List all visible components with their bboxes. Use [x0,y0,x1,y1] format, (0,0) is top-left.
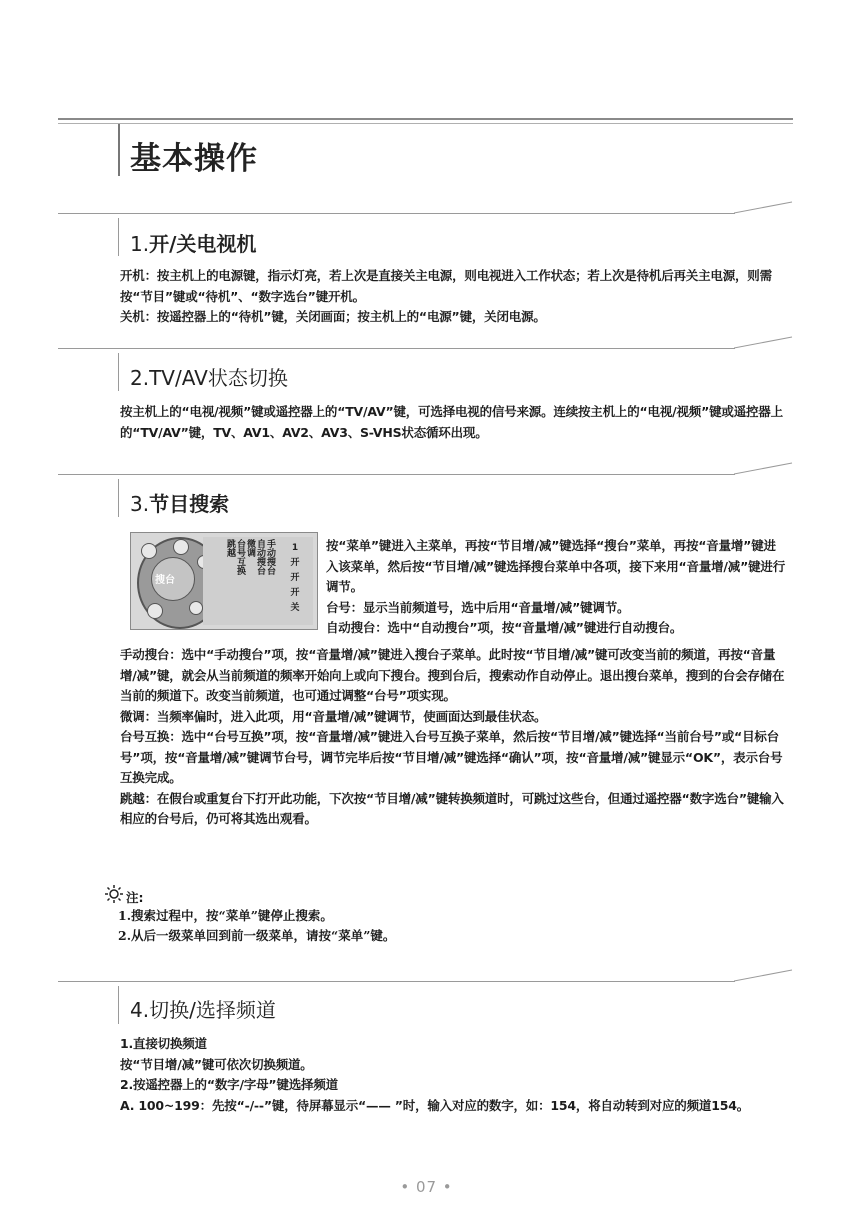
section-bar [118,479,119,517]
heading-number: 4. [130,998,150,1022]
osd-menu-image [130,532,318,630]
section-bar [118,986,119,1024]
menu-item: 跳越 [225,539,235,557]
menu-item: 台号互换 [235,539,245,575]
heading-text: TV/AV状态切换 [149,366,288,390]
section-heading-4 [130,994,276,1023]
paragraph: 关机：按遥控器上的“待机”键，关闭画面；按主机上的“电源”键，关闭电源。 [120,309,546,324]
paragraph: A. 100~199：先按“-/--”键，待屏幕显示“—— ”时，输入对应的数字，如：154，将自动转到对应的频道154。 [120,1097,749,1113]
section-bar [118,218,119,256]
heading-number: 2. [130,366,150,390]
paragraph: 台号：显示当前频道号，选中后用“音量增/减”键调节。 [326,599,630,615]
menu-col-items [211,539,275,623]
paragraph: 2.按遥控器上的“数字/字母”键选择频道 [120,1077,338,1092]
paragraph: 微调：当频率偏时，进入此项，用“音量增/减”键调节，使画面达到最佳状态。 [120,708,547,724]
paragraph: 按“节目增/减”键可依次切换频道。 [120,1056,313,1072]
section-4-body [120,1034,790,1116]
section-1-body [120,266,790,328]
section-heading-2 [130,362,288,391]
menu-center-label: 搜台 [155,575,175,586]
menu-item-icon [147,603,163,619]
menu-value: 1 [291,543,299,553]
section-heading-1 [130,228,256,257]
menu-value: 开 [290,573,300,583]
paragraph: 1.直接切换频道 [120,1036,207,1051]
section-rule-slant [734,200,794,216]
note-icon [104,884,124,904]
menu-item: 自动搜台 [255,539,265,575]
section-rule-slant [734,335,794,351]
section-rule [58,213,735,214]
paragraph: 跳越：在假台或重复台下打开此功能，下次按“节目增/减”键转换频道时，可跳过这些台，但通过遥控器“数字选台”键输入相应的台号后，仍可将其选出观看。 [120,790,784,826]
paragraph: 自动搜台：选中“自动搜台”项，按“音量增/减”键进行自动搜台。 [326,620,683,635]
note-label: 注: [126,890,144,905]
paragraph: 按“菜单”键进入主菜单，再按“节目增/减”键选择“搜台”菜单，再按“音量增”键进入该菜单，然后按“节目增/减”键选择搜台菜单中各项，接下来用“音量增/减”键进行调节。 [326,538,785,594]
menu-item: 手动搜台 [265,539,275,575]
menu-item-icon [173,539,189,555]
paragraph: 台号互换：选中“台号互换”项，按“音量增/减”键进入台号互换子菜单，然后按“节目增/减”键选择“当前台号”或“目标台号”项，按“音量增/减”键调节台号，调节完毕后按“节目增/减”键选择“确认”项，按“音量增/减”键显示“OK”，表示台号互换完成。 [120,729,783,785]
page-number: • 07 • [400,1178,453,1196]
top-rule [58,118,793,120]
section-3-side-text [326,536,788,639]
heading-text: 切换/选择频道 [149,998,276,1022]
menu-item: 微调 [245,539,255,557]
heading-text: 开/关电视机 [149,232,257,256]
section-rule-slant [734,968,794,984]
paragraph: 手动搜台：选中“手动搜台”项，按“音量增/减”键进入搜台子菜单。此时按“节目增/减”键可改变当前的频道，再按“音量增/减”键，就会从当前频道的频率开始向上或向下搜台。搜到台后，搜索动作自动停止。退出搜台菜单，搜到的台会存储在当前的频道下。改变当前频道，也可通过调整“台号”项实现。 [120,647,785,703]
note-list [118,906,395,946]
paragraph: 按主机上的“电视/视频”键或遥控器上的“TV/AV”键，可选择电视的信号来源。连续按主机上的“电视/视频”键或遥控器上的“TV/AV”键，TV、AV1、AV2、AV3、S-VHS状态循环出现。 [120,404,783,440]
note-item: 2.从后一级菜单回到前一级菜单，请按“菜单”键。 [118,928,396,943]
paragraph: 开机：按主机上的电源键，指示灯亮，若上次是直接关主电源，则电视进入工作状态；若上次是待机后再关主电源，则需按“节目”键或“待机”、“数字选台”键开机。 [120,268,772,304]
section-rule [58,474,735,475]
heading-text: 节目搜索 [149,492,230,516]
menu-value: 开 [290,558,300,568]
menu-item-icon [189,601,203,615]
title-bar [118,124,120,176]
section-rule-slant [734,461,794,477]
section-heading-3 [130,488,229,517]
section-2-body [120,402,790,443]
menu-value: 关 [290,603,300,613]
top-rule-thin [58,123,793,124]
section-rule [58,981,735,982]
heading-number: 1. [130,232,150,256]
section-3-body [120,645,790,830]
menu-item-icon [141,543,157,559]
page-title: 基本操作 [130,141,258,177]
section-bar [118,353,119,391]
section-rule [58,348,735,349]
note-item: 1.搜索过程中，按“菜单”键停止搜索。 [118,908,333,923]
heading-number: 3. [130,492,150,516]
menu-col-values [281,541,309,616]
menu-value: 开 [290,588,300,598]
